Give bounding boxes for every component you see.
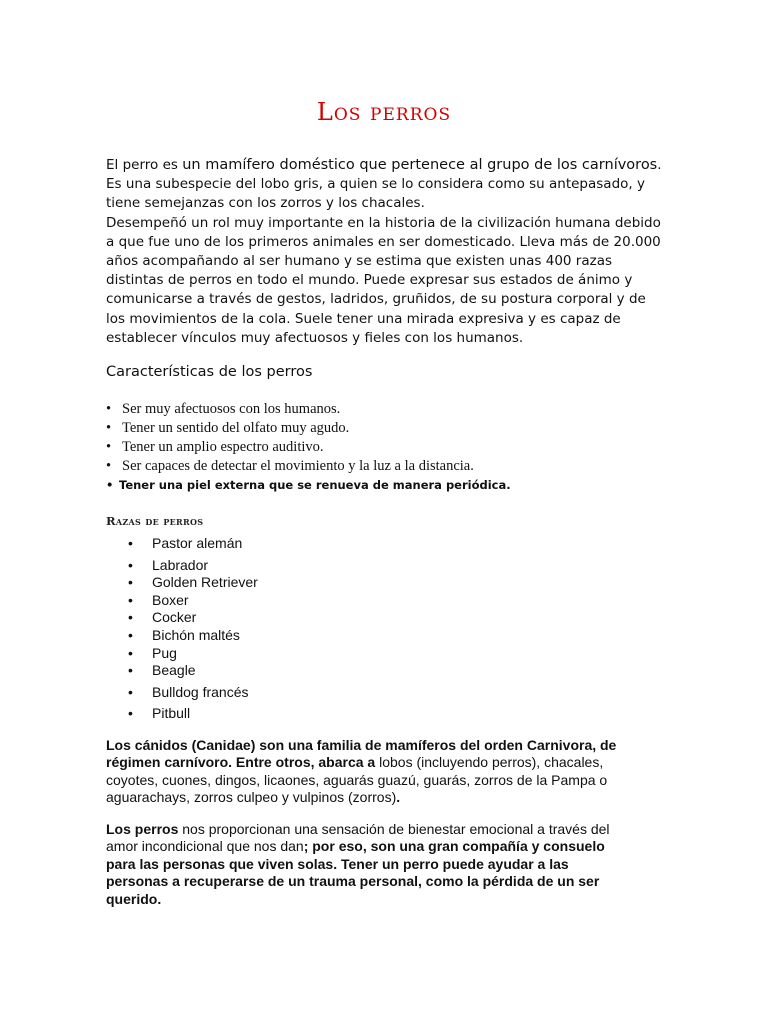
list-item [128,557,258,575]
list-item-text: Labrador [152,556,209,573]
bullet-icon: • [106,439,112,455]
list-item-text: Beagle [152,662,196,679]
bullet-icon: • [128,705,133,722]
list-item [106,400,511,419]
list-item [106,419,511,438]
benefits-paragraph [106,821,626,908]
intro-lead: El perro es [106,157,183,173]
list-item [128,662,258,680]
list-item [106,476,511,495]
bullet-icon: • [128,556,133,573]
list-item-text: Tener una piel externa que se renueva de manera periódica. [119,478,511,492]
breeds-list [128,535,258,723]
list-item [128,645,258,663]
list-item-text: Pug [152,644,177,661]
list-item-text: Bulldog francés [152,683,249,700]
bullet-icon: • [128,626,133,643]
bullet-icon: • [106,420,112,436]
bullet-icon: • [128,662,133,679]
list-item [128,684,258,702]
list-item [128,535,258,553]
bullet-icon: • [128,644,133,661]
intro-paragraph-2: Desempeñó un rol muy importante en la historia de la civilización humana debido a que fue uno de los primeros animales en ser domesticado. Lleva más de 20.000 años acompañando al ser humano y se estima que existen unas 400 razas distintas de perros en todo el mundo. Puede expresar sus estados de ánimo y comunicarse a través de gestos, ladridos, gruñidos, de su postura corporal y de los movimientos de la cola. Suele tener una mirada expresiva y es capaz de establecer vínculos muy afectuosos y fieles con los humanos. [106,214,661,346]
list-item [128,574,258,592]
list-item [128,627,258,645]
intro-text [106,156,666,348]
list-item-text: Tener un sentido del olfato muy agudo. [122,420,350,436]
canidos-bold-text: Los cánidos (Canidae) son una familia de mamíferos del orden Carnivora, de régimen carnívoro. Entre otros, abarca a [106,737,617,771]
bullet-icon: • [128,683,133,700]
bullet-icon: • [128,591,133,608]
page-title: Los perros [316,98,452,126]
list-item [128,592,258,610]
benefits-bold-text: ; por eso, son una gran compañía y consuelo para las personas que viven solas. Tener un perro puede ayudar a las personas a recuperarse de un trauma personal, como la pérdida de un ser querido. [106,838,605,907]
breeds-heading: Razas de perros [106,514,204,528]
list-item-text: Pitbull [152,705,191,722]
bullet-icon: • [106,458,112,474]
list-item-text: Tener un amplio espectro auditivo. [122,439,324,455]
bullet-icon: • [128,609,133,626]
characteristics-heading: Características de los perros [106,364,313,380]
intro-paragraph-1 [106,156,666,214]
list-item [106,438,511,457]
benefits-lead: Los perros [106,821,179,837]
list-item-text: Boxer [152,591,189,608]
canidos-end: . [396,789,401,806]
list-item-text: Golden Retriever [152,574,258,591]
bullet-icon: • [128,574,133,591]
list-item-text: Pastor alemán [152,535,243,551]
list-item-text: Bichón maltés [152,626,240,643]
benefits-text: nos proporcionan una sensación de bienestar emocional a través del amor incondicional que nos dan [106,821,610,855]
list-item [106,457,511,476]
bullet-icon: • [106,478,114,492]
list-item-text: Ser capaces de detectar el movimiento y la luz a la distancia. [122,458,474,474]
list-item-text: Ser muy afectuosos con los humanos. [122,401,341,417]
intro-highlight: un mamífero doméstico que pertenece al grupo de los carnívoros [182,157,658,173]
list-item-text: Cocker [152,609,197,626]
bullet-icon: • [106,401,112,417]
intro-rest: . Es una subespecie del lobo gris, a quien se lo considera como su antepasado, y tiene semejanzas con los zorros y los chacales. [106,157,662,212]
list-item [128,609,258,627]
bullet-icon: • [128,535,133,551]
canidos-paragraph [106,737,626,807]
canidos-text: lobos (incluyendo perros), chacales, coyotes, cuones, dingos, licaones, aguarás guazú, guarás, zorros de la Pampa o aguarachays, zorros culpeo y vulpinos (zorros) [106,754,608,806]
characteristics-list [106,400,511,495]
list-item [128,705,258,723]
